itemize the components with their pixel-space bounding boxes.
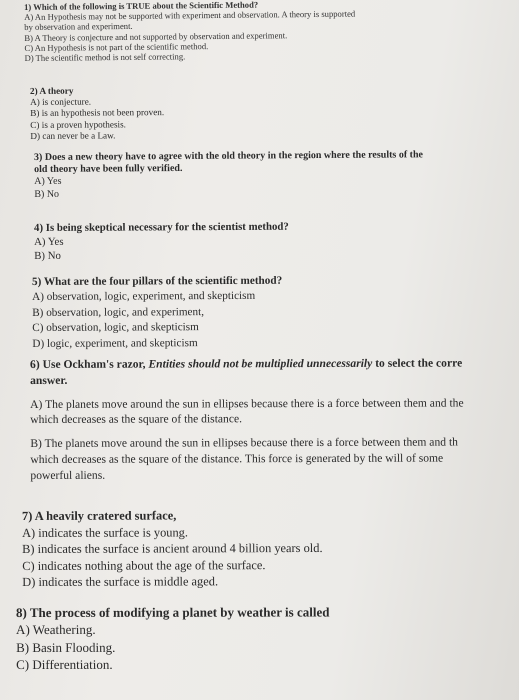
- question-5-option-d: D) logic, experiment, and skepticism: [32, 336, 198, 350]
- question-8-option-a: A) Weathering.: [16, 622, 96, 638]
- question-6-option-b-line-2: which decreases as the square of the distance. This force is generated by the will of some: [30, 451, 444, 466]
- question-1-stem: 1) Which of the following is TRUE about the Scientific Method?: [24, 0, 259, 12]
- question-2-option-b: B) is an hypothesis not been proven.: [30, 107, 165, 119]
- question-6-option-a-line-2: which decreases as the square of the distance.: [30, 412, 243, 427]
- question-7-option-c: C) indicates nothing about the age of the surface.: [22, 557, 266, 573]
- question-3-option-b: B) No: [34, 188, 60, 200]
- question-1-option-a-cont: by observation and experiment.: [24, 21, 133, 33]
- question-1-option-c: C) An Hypothesis is not part of the scientific method.: [24, 40, 209, 53]
- question-7-stem: 7) A heavily cratered surface,: [22, 508, 177, 523]
- question-2-option-c: C) is a proven hypothesis.: [30, 118, 127, 130]
- question-7-option-d: D) indicates the surface is middle aged.: [22, 574, 219, 590]
- question-7: [22, 507, 323, 591]
- question-6-stem-prefix: 6) Use Ockham's razor,: [30, 357, 149, 371]
- question-6-stem-suffix: to select the corre: [372, 356, 463, 370]
- question-5: [32, 274, 283, 352]
- question-8-stem: 8) The process of modifying a planet by weather is called: [16, 604, 330, 620]
- question-8-option-c: C) Differentiation.: [16, 657, 113, 673]
- question-5-stem: 5) What are the four pillars of the scientific method?: [32, 274, 283, 288]
- question-6-stem-emphasis: Entities should not be multiplied unnecessarily: [148, 356, 373, 371]
- question-2-option-d: D) can never be a Law.: [30, 130, 116, 141]
- question-2-option-a: A) is conjecture.: [30, 96, 92, 108]
- question-8: [16, 603, 330, 673]
- question-6-stem-line-2: answer.: [30, 373, 68, 387]
- question-6-option-a-line-1: A) The planets move around the sun in ellipses because there is a force between them and the: [30, 396, 464, 411]
- question-2: [30, 85, 164, 142]
- question-1: [24, 0, 356, 63]
- question-5-option-c: C) observation, logic, and skepticism: [32, 321, 199, 335]
- question-7-option-a: A) indicates the surface is young.: [22, 525, 188, 540]
- question-3-stem-line-1: 3) Does a new theory have to agree with the old theory in the region where the results of the: [34, 149, 424, 163]
- question-1-option-b: B) A Theory is conjecture and not supported by observation and experiment.: [24, 29, 288, 43]
- question-6-option-b-line-1: B) The planets move around the sun in ellipses because there is a force between them and th: [30, 435, 458, 451]
- question-6-stem: [30, 355, 463, 372]
- question-3: [34, 149, 423, 201]
- question-3-stem-line-2: old theory have been fully verified.: [34, 163, 183, 176]
- question-2-stem: 2) A theory: [30, 85, 74, 96]
- question-3-option-a: A) Yes: [34, 176, 62, 188]
- question-4-stem: 4) Is being skeptical necessary for the scientist method?: [34, 220, 289, 234]
- question-4: [34, 220, 289, 263]
- question-7-option-b: B) indicates the surface is ancient around 4 billion years old.: [22, 541, 323, 557]
- question-4-option-a: A) Yes: [34, 235, 64, 248]
- question-6-option-b-line-3: powerful aliens.: [30, 468, 106, 482]
- question-1-option-d: D) The scientific method is not self correcting.: [24, 51, 186, 64]
- question-4-option-b: B) No: [34, 249, 61, 262]
- question-6: [30, 355, 464, 483]
- question-8-option-b: B) Basin Flooding.: [16, 639, 116, 655]
- question-1-option-a: A) An Hypothesis may not be supported with experiment and observation. A theory is supported: [24, 8, 356, 23]
- question-5-option-a: A) observation, logic, experiment, and skepticism: [32, 290, 256, 304]
- question-5-option-b: B) observation, logic, and experiment,: [32, 305, 205, 319]
